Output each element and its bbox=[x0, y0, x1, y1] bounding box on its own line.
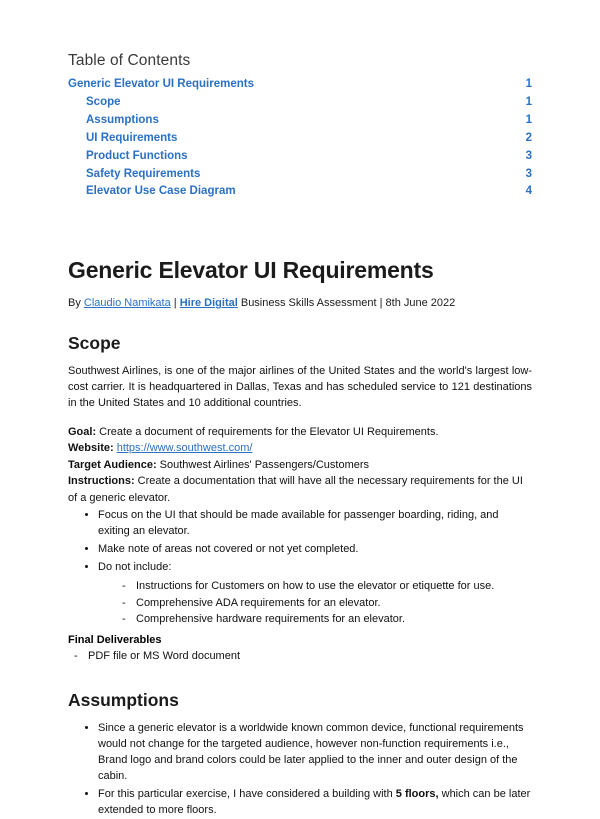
list-item: • Focus on the UI that should be made available for passenger boarding, riding, and exiting an elevator. bbox=[98, 508, 532, 540]
toc-entry-page: 1 bbox=[525, 96, 532, 109]
assumption-emphasis: 5 floors, bbox=[395, 787, 439, 800]
website-label: Website: bbox=[68, 442, 114, 455]
toc-entry-page: 4 bbox=[525, 185, 532, 198]
scope-bullet-list bbox=[68, 508, 532, 627]
byline-separator: | bbox=[170, 297, 180, 310]
toc-entry-label: Assumptions bbox=[86, 113, 159, 126]
final-deliverables-label: Final Deliverables bbox=[68, 633, 162, 646]
toc-title: Table of Contents bbox=[68, 52, 191, 69]
goal-label: Goal: bbox=[68, 425, 97, 438]
toc-entry-elevator-use-case-diagram[interactable] bbox=[68, 183, 532, 201]
section-heading-scope: Scope bbox=[68, 332, 121, 353]
toc-entry-label: Safety Requirements bbox=[86, 167, 201, 180]
toc-entry-page: 1 bbox=[525, 78, 532, 91]
assumption-text-after: which can be later extended to more floors. bbox=[98, 787, 531, 816]
author-link[interactable]: Claudio Namikata bbox=[83, 297, 171, 310]
toc-entry-page: 3 bbox=[525, 149, 532, 162]
toc-entry-ui-requirements[interactable] bbox=[68, 130, 532, 148]
list-item: - PDF file or MS Word document bbox=[74, 648, 532, 665]
scope-website bbox=[68, 440, 532, 457]
list-item: • Since a generic elevator is a worldwide known common device, functional requirements would not change for the targeted audience, however non-function requirements i.e., Brand logo and brand colors could be later applied to the inner and outer design of the cabin. bbox=[98, 721, 532, 785]
scope-audience bbox=[68, 457, 532, 474]
scope-goal bbox=[68, 424, 532, 441]
scope-paragraph: Southwest Airlines, is one of the major airlines of the United States and the world's largest low-cost carrier. It is headquartered in Dallas, Texas and has scheduled service to 121 destinations in the United States and 10 additional countries. bbox=[68, 364, 532, 409]
byline-rest: Business Skills Assessment | 8th June 2022 bbox=[237, 297, 456, 310]
section-heading-assumptions: Assumptions bbox=[68, 690, 179, 711]
assumption-text-before: For this particular exercise, I have considered a building with bbox=[98, 787, 396, 800]
toc-entry-label: UI Requirements bbox=[86, 131, 178, 144]
list-item: - Instructions for Customers on how to use the elevator or etiquette for use. bbox=[122, 578, 532, 595]
list-item: - Comprehensive hardware requirements for an elevator. bbox=[122, 611, 532, 628]
final-deliverables-list bbox=[68, 648, 532, 665]
toc-entry-label: Scope bbox=[86, 96, 121, 109]
toc-entry-label: Generic Elevator UI Requirements bbox=[68, 78, 254, 91]
scope-instructions bbox=[68, 473, 532, 506]
table-of-contents bbox=[68, 52, 532, 201]
toc-entry-product-functions[interactable] bbox=[68, 148, 532, 166]
scope-sub-bullet-list bbox=[98, 578, 532, 628]
toc-entry-scope[interactable] bbox=[68, 94, 532, 112]
website-link[interactable]: https://www.southwest.com/ bbox=[116, 442, 253, 455]
list-item bbox=[98, 787, 532, 819]
toc-entry-page: 2 bbox=[525, 131, 532, 144]
page-title: Generic Elevator UI Requirements bbox=[68, 257, 434, 284]
list-item: • Make note of areas not covered or not yet completed. bbox=[98, 542, 532, 558]
list-item bbox=[98, 560, 532, 627]
audience-label: Target Audience: bbox=[68, 458, 157, 471]
list-item-label: Do not include: bbox=[98, 561, 172, 574]
byline bbox=[68, 296, 532, 311]
toc-entry-assumptions[interactable] bbox=[68, 112, 532, 130]
toc-entry-page: 1 bbox=[525, 113, 532, 126]
byline-prefix: By bbox=[68, 297, 84, 310]
goal-text: Create a document of requirements for the Elevator UI Requirements. bbox=[96, 425, 439, 438]
toc-list bbox=[68, 76, 532, 201]
company-link[interactable]: Hire Digital bbox=[179, 297, 238, 310]
instructions-text: Create a documentation that will have all the necessary requirements for the UI of a generic elevator. bbox=[68, 475, 523, 504]
list-item: - Comprehensive ADA requirements for an elevator. bbox=[122, 595, 532, 612]
instructions-label: Instructions: bbox=[68, 475, 135, 488]
toc-entry-generic-elevator-ui-requirements[interactable] bbox=[68, 76, 532, 94]
toc-entry-label: Product Functions bbox=[86, 149, 188, 162]
audience-text: Southwest Airlines' Passengers/Customers bbox=[156, 458, 370, 471]
toc-entry-page: 3 bbox=[525, 167, 532, 180]
toc-entry-label: Elevator Use Case Diagram bbox=[86, 185, 236, 198]
assumptions-list bbox=[68, 721, 532, 819]
toc-entry-safety-requirements[interactable] bbox=[68, 165, 532, 183]
